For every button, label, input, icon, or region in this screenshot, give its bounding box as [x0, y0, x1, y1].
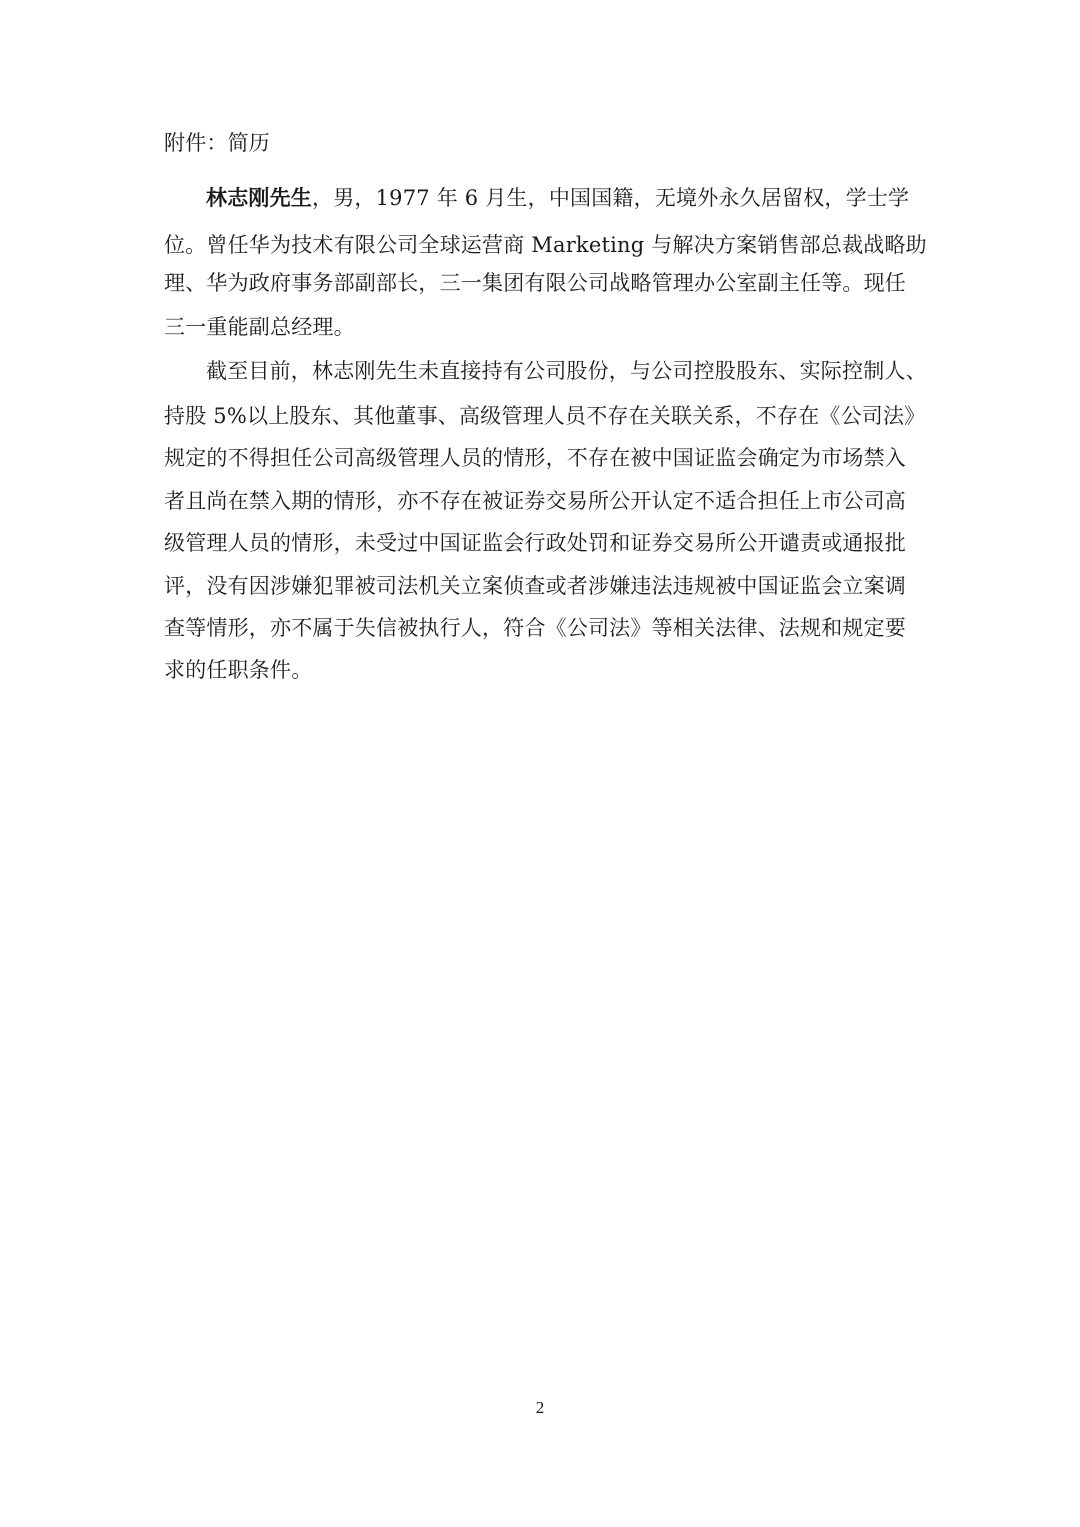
page-number: 2 [535, 1398, 545, 1417]
paragraph-line: 持股 5%以上股东、其他董事、高级管理人员不存在关联关系，不存在《公司法》 [164, 404, 926, 428]
paragraph-line: 求的任职条件。 [164, 658, 313, 682]
paragraph-line: 理、华为政府事务部副部长，三一集团有限公司战略管理办公室副主任等。现任 [164, 271, 906, 295]
paragraph-line: 级管理人员的情形，未受过中国证监会行政处罚和证券交易所公开谴责或通报批 [164, 531, 906, 555]
paragraph-line: 规定的不得担任公司高级管理人员的情形，不存在被中国证监会确定为市场禁入 [164, 446, 906, 470]
paragraph-line: 截至目前，林志刚先生未直接持有公司股份，与公司控股股东、实际控制人、 [206, 359, 927, 383]
paragraph-line: 者且尚在禁入期的情形，亦不存在被证券交易所公开认定不适合担任上市公司高 [164, 489, 906, 513]
paragraph-line [206, 183, 916, 213]
paragraph-line: 评，没有因涉嫌犯罪被司法机关立案侦查或者涉嫌违法违规被中国证监会立案调 [164, 574, 906, 598]
paragraph-line: 三一重能副总经理。 [164, 315, 355, 339]
paragraph-line: 位。曾任华为技术有限公司全球运营商 Marketing 与解决方案销售部总裁战略助 [164, 233, 927, 257]
person-name: 林志刚先生 [206, 185, 312, 210]
paragraph-line: 查等情形，亦不属于失信被执行人，符合《公司法》等相关法律、法规和规定要 [164, 616, 906, 640]
paragraph-text: ，男，1977 年 6 月生，中国国籍，无境外永久居留权，学士学 [312, 186, 910, 210]
attachment-heading: 附件：简历 [164, 131, 270, 155]
